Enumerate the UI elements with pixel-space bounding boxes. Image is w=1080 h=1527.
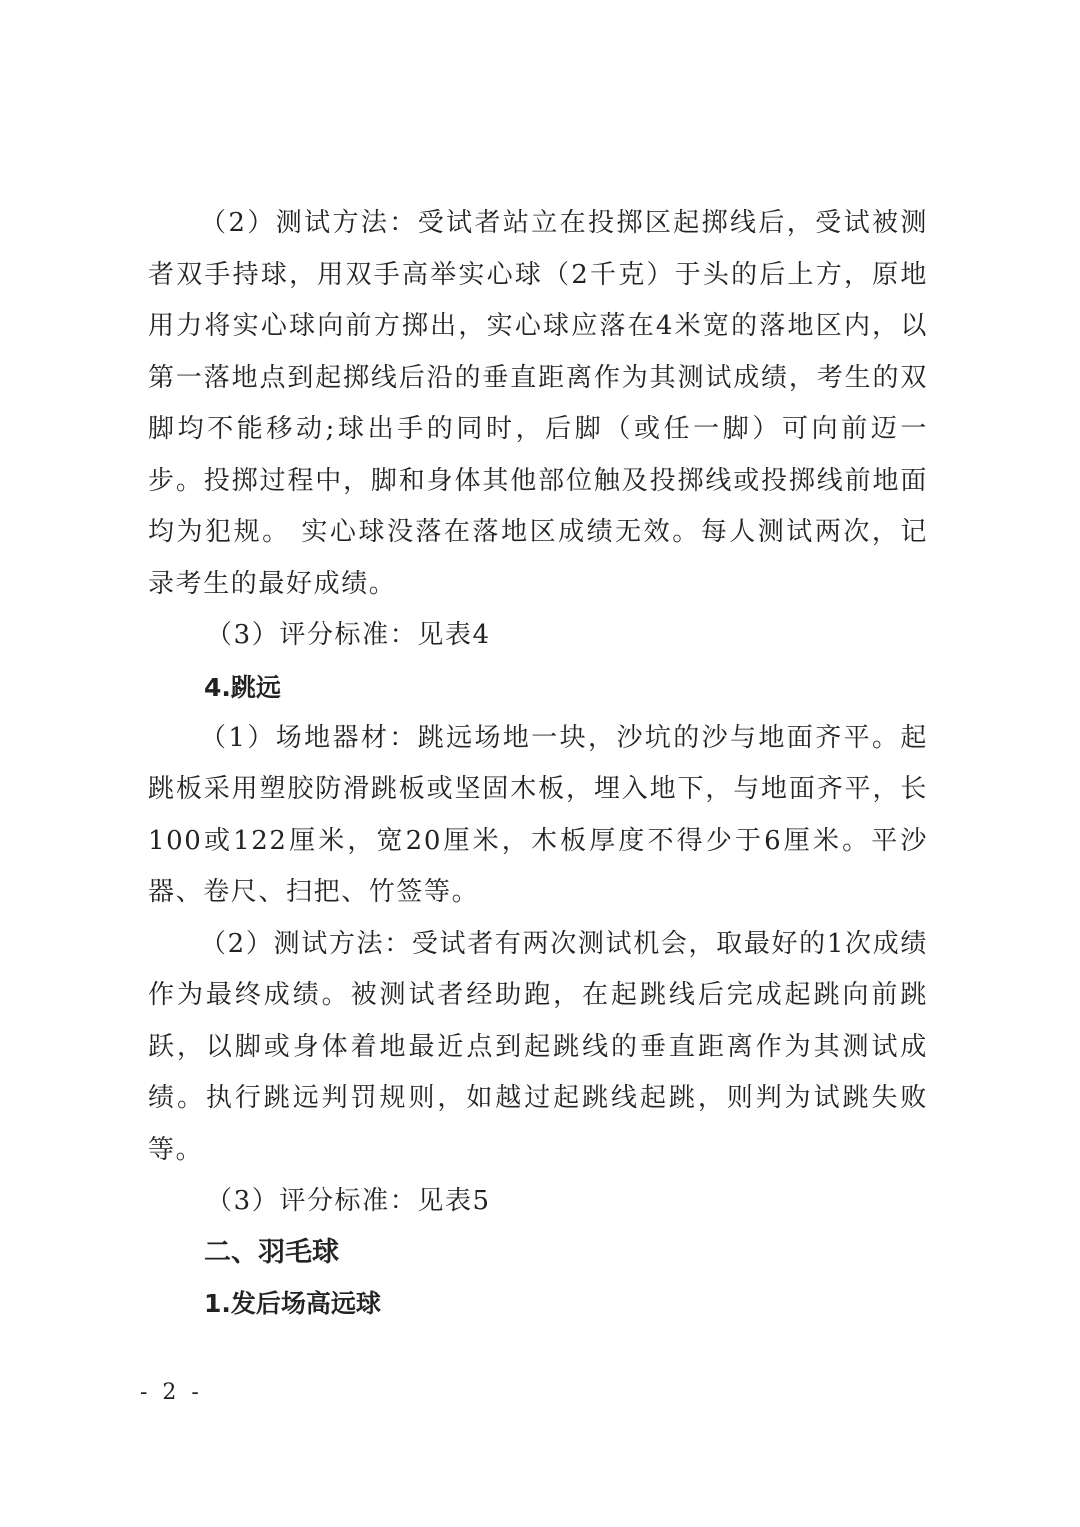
paragraph-long-jump-test-method: （2）测试方法：受试者有两次测试机会，取最好的1次成绩作为最终成绩。被测试者经助跑，在起跳线后完成起跳向前跳跃，以脚或身体着地最近点到起跳线的垂直距离作为其测试成绩。执行跳远判罚规则，如越过起跳线起跳，则判为试跳失败等。 — [148, 928, 928, 1165]
paragraph-throw-test-method: （2）测试方法：受试者站立在投掷区起掷线后，受试被测者双手持球，用双手高举实心球（2千克）于头的后上方，原地用力将实心球向前方掷出，实心球应落在4米宽的落地区内，以第一落地点到起掷线后沿的垂直距离作为其测试成绩，考生的双脚均不能移动;球出手的同时，后脚（或任一脚）可向前迈一步。投掷过程中，脚和身体其他部位触及投掷线或投掷线前地面均为犯规。 实心球没落在落地区成绩无效。每人测试两次，记录考生的最好成绩。 — [148, 208, 928, 599]
section-heading-long-jump: 4.跳远 — [204, 672, 281, 702]
subsection-heading-serve: 1.发后场高远球 — [204, 1288, 381, 1318]
paragraph-long-jump-scoring: （3）评分标准：见表5 — [206, 1186, 491, 1216]
paragraph-long-jump-equipment: （1）场地器材：跳远场地一块，沙坑的沙与地面齐平。起跳板采用塑胶防滑跳板或坚固木板，埋入地下，与地面齐平，长100或122厘米，宽20厘米，木板厚度不得少于6厘米。平沙器、卷尺、扫把、竹签等。 — [148, 722, 928, 907]
section-heading-badminton: 二、羽毛球 — [204, 1236, 339, 1268]
page-number: - 2 - — [140, 1380, 203, 1405]
page-content — [148, 198, 928, 1329]
paragraph-throw-scoring: （3）评分标准：见表4 — [206, 620, 491, 650]
